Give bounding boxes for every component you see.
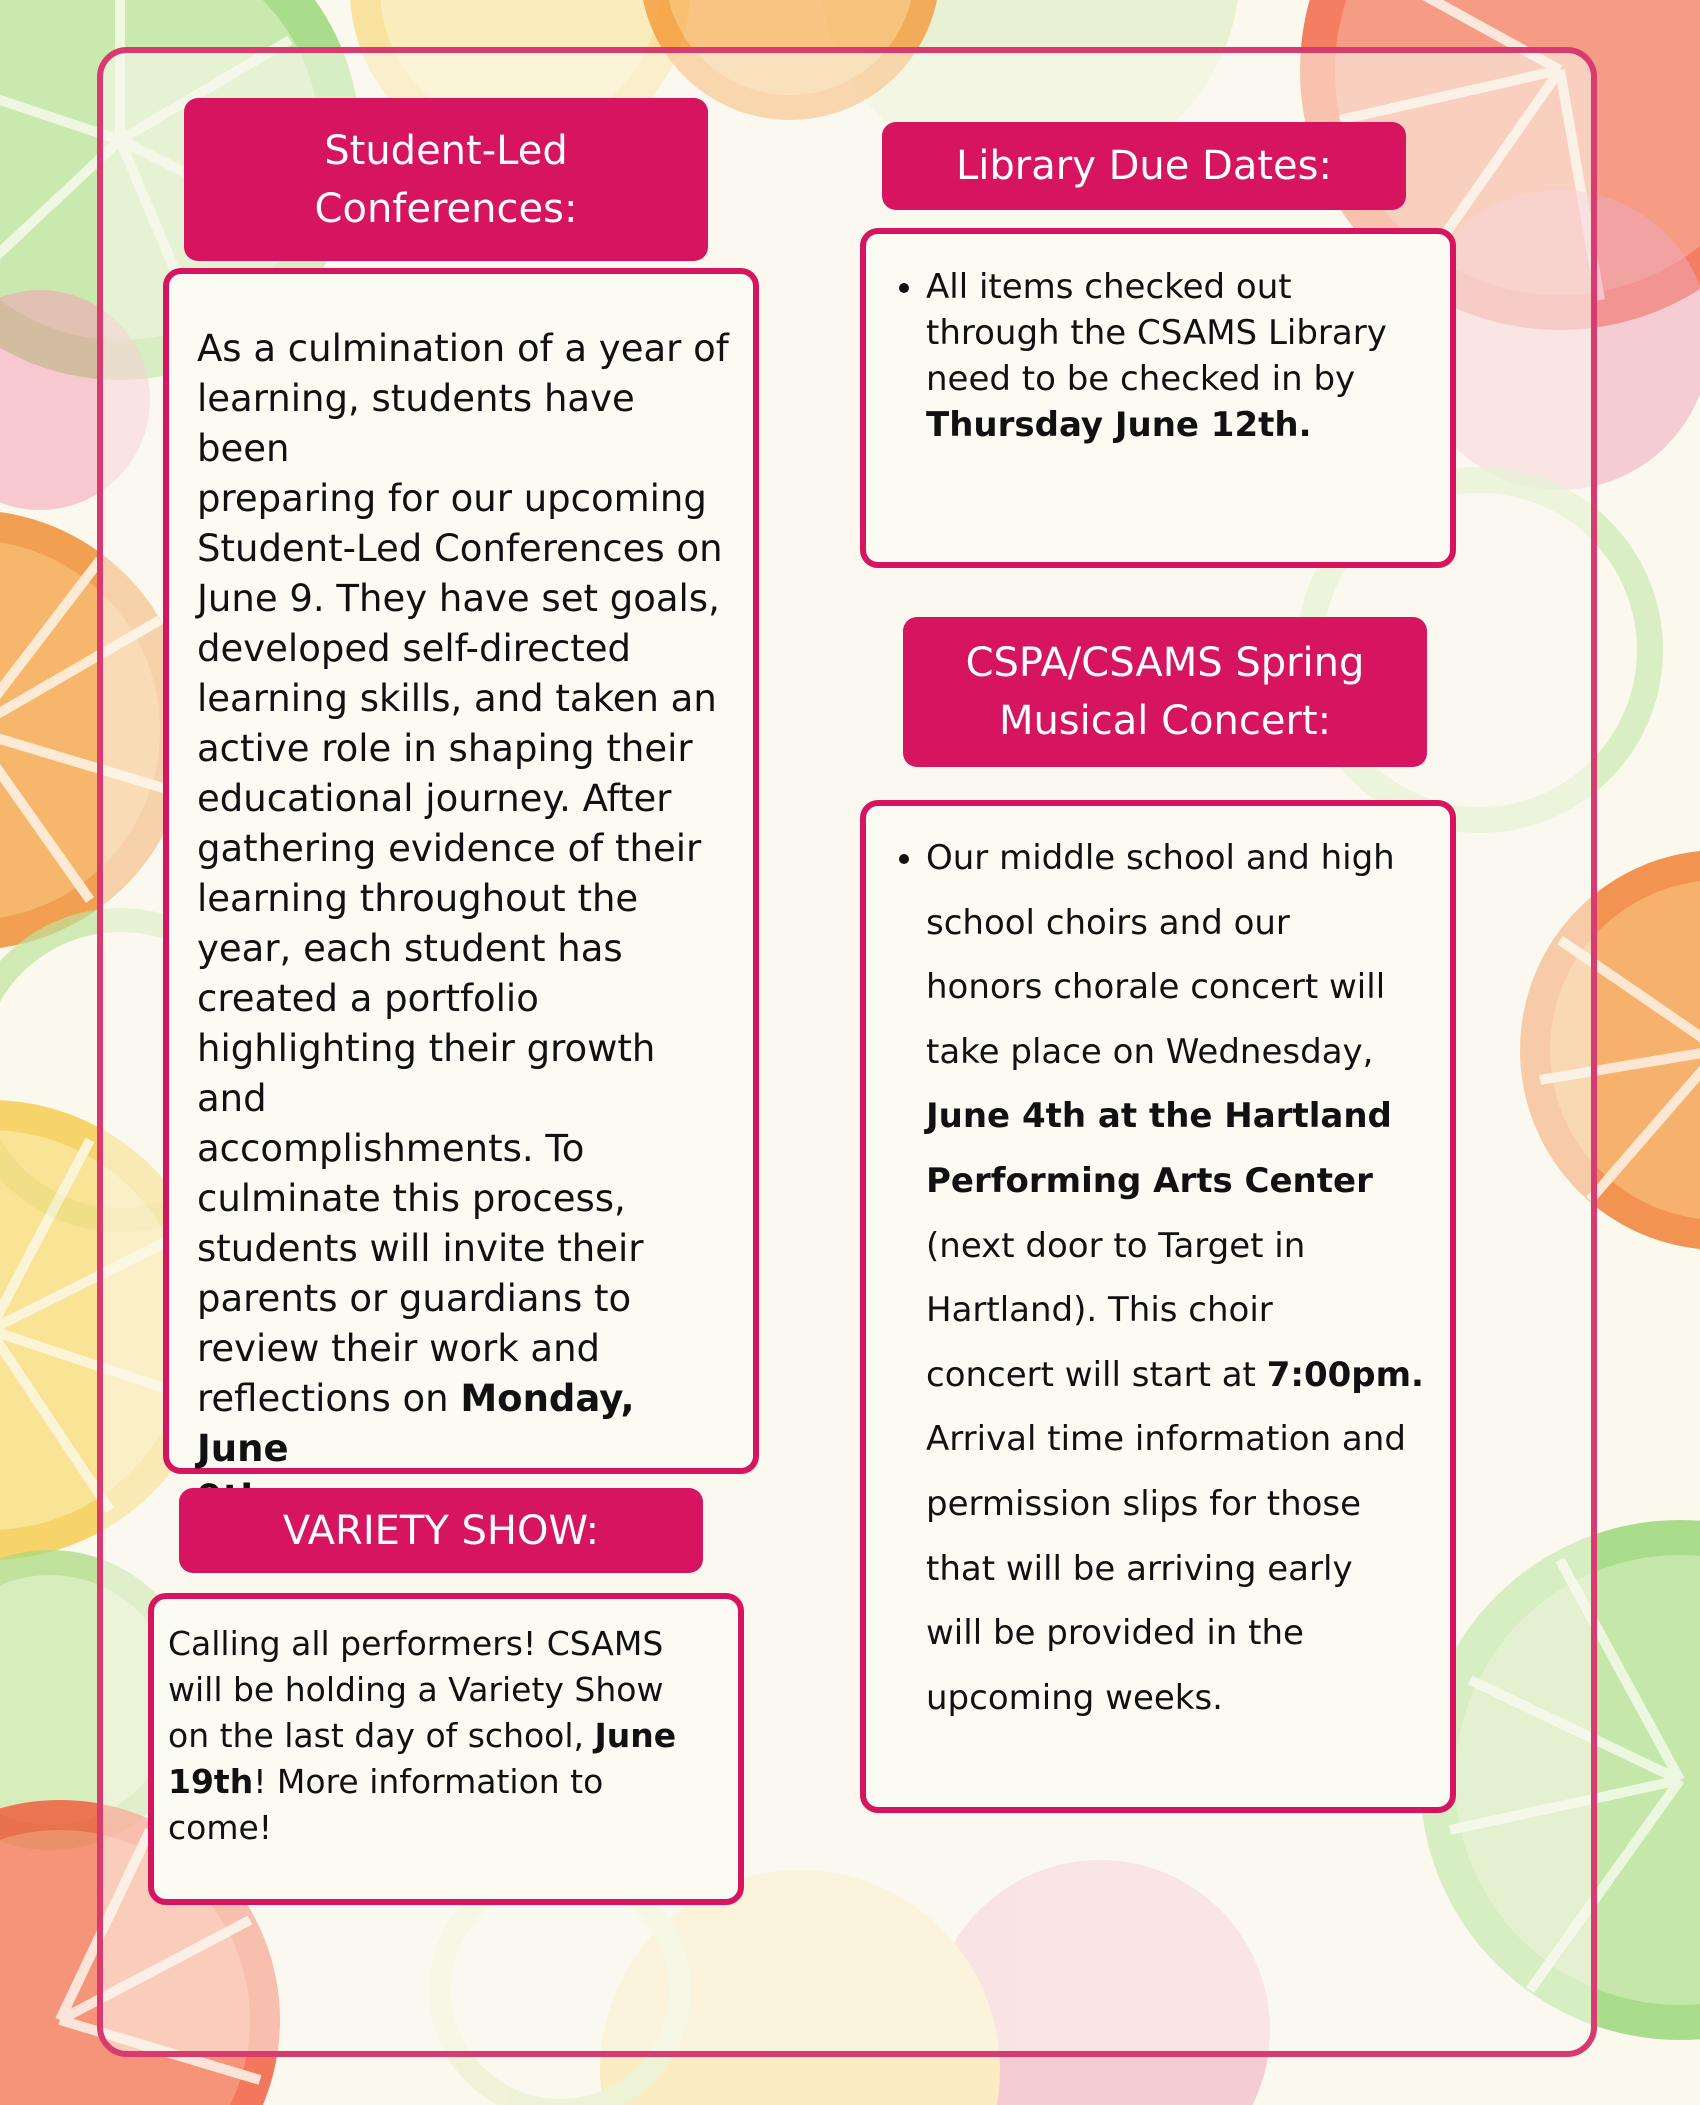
conferences-last-plain: reflections on [197,1377,461,1420]
conferences-line: learning skills, and taken an [197,677,717,720]
conferences-line: active role in shaping their [197,727,693,770]
concert-venue-bold: Performing Arts Center [926,1160,1373,1201]
concert-heading-line1: CSPA/CSAMS Spring [965,640,1365,686]
variety-line: will be holding a Variety Show [168,1670,664,1709]
concert-date-bold: June 4th at the Hartland [926,1096,1392,1137]
library-box [860,228,1456,568]
library-list [886,264,1430,448]
conferences-line: students will invite their [197,1227,644,1270]
conferences-line: learning, students have been [197,377,635,470]
concert-line: upcoming weeks. [926,1677,1223,1718]
conferences-line: gathering evidence of their [197,827,702,870]
conferences-line: created a portfolio [197,977,539,1020]
conferences-line: Student-Led Conferences on [197,527,723,570]
concert-line: Arrival time information and [926,1419,1406,1460]
concert-line: (next door to Target in [926,1225,1306,1266]
variety-box [148,1593,744,1905]
conferences-line: June 9. They have set goals, [197,577,720,620]
library-due-date: Thursday June 12th. [926,405,1312,445]
concert-line: Our middle school and high [926,838,1395,878]
variety-line3-plain: on the last day of school, [168,1716,595,1755]
conferences-heading [184,98,708,261]
variety-heading-text: VARIETY SHOW: [282,1507,600,1554]
variety-line [168,1713,724,1759]
concert-time-bold: 7:00pm. [1266,1354,1424,1395]
conferences-line: developed self-directed [197,627,632,670]
concert-list [886,826,1430,1730]
conferences-line: preparing for our upcoming [197,477,707,520]
conferences-line: culminate this process, [197,1177,626,1220]
conferences-line: parents or guardians to [197,1277,632,1320]
conferences-line: year, each student has [197,927,623,970]
conferences-line: As a culmination of a year of [197,327,729,370]
variety-line [168,1759,724,1805]
conferences-heading-line2: Conferences: [314,185,578,232]
concert-line: permission slips for those [926,1483,1362,1524]
concert-heading [903,617,1427,767]
conferences-heading-line1: Student-Led [324,127,568,174]
conferences-line: highlighting their growth and [197,1027,656,1120]
library-list-item [926,264,1430,448]
concert-list-item [926,826,1430,1730]
variety-line: Calling all performers! CSAMS [168,1624,664,1663]
variety-heading [179,1488,703,1573]
conferences-date-bold: Monday, June [197,1377,635,1470]
conferences-text [197,324,733,1524]
library-line: need to be checked in by [926,359,1356,399]
library-line: through the CSAMS Library [926,313,1387,353]
concert-line: Hartland). This choir [926,1290,1273,1331]
conferences-line: review their work and [197,1327,601,1370]
conferences-box [163,268,759,1474]
library-line: All items checked out [926,267,1292,307]
concert-heading-line2: Musical Concert: [998,698,1332,744]
conferences-line: educational journey. After [197,777,672,820]
concert-time-prefix: concert will start at [926,1354,1267,1395]
variety-line4-plain: ! More information to [253,1762,604,1801]
concert-line: school choirs and our [926,902,1290,943]
concert-line: will be provided in the [926,1613,1304,1654]
concert-line: that will be arriving early [926,1548,1353,1589]
conferences-line [197,1374,733,1474]
variety-line: come! [168,1808,273,1847]
library-heading-text: Library Due Dates: [956,143,1332,189]
concert-line: honors chorale concert will [926,967,1386,1008]
variety-date-bold-end: 19th [168,1762,254,1801]
conferences-line: accomplishments. To [197,1127,585,1170]
concert-box [860,800,1456,1813]
concert-line: take place on Wednesday, [926,1031,1374,1072]
library-heading [882,122,1406,210]
conferences-line: learning throughout the [197,877,639,920]
variety-date-bold: June [594,1716,677,1755]
